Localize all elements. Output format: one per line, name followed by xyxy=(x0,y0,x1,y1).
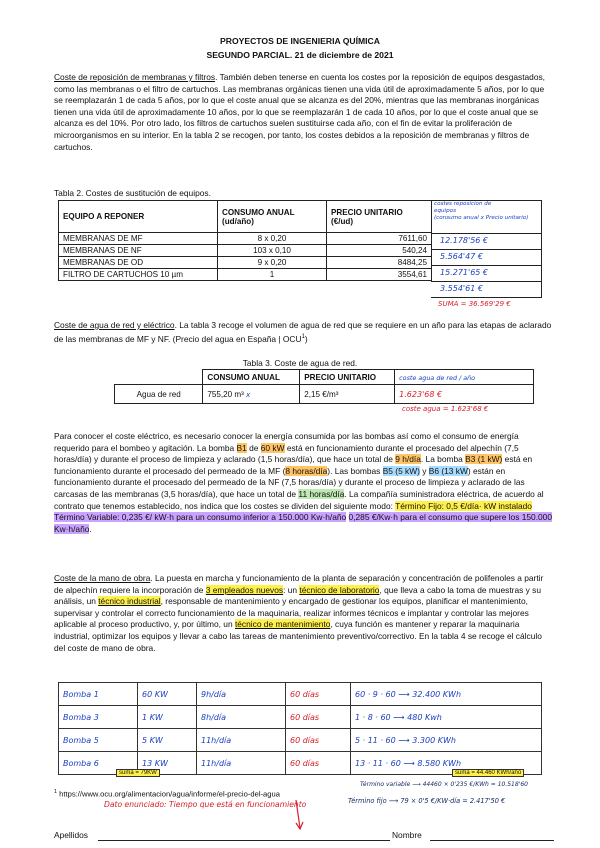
t4-calc: 13 · 11 · 60 ⟶ 8.580 KWh xyxy=(351,752,542,775)
doc-title: PROYECTOS DE INGENIERIA QUÍMICA xyxy=(220,36,380,46)
table2-equipo: MEMBRANAS DE OD xyxy=(59,257,218,269)
table3 xyxy=(114,369,534,404)
table3-hand-value: 1.623'68 € xyxy=(399,389,443,399)
pump-b1-power: 60 kW xyxy=(260,442,285,453)
apellidos-line[interactable] xyxy=(98,840,390,841)
table2-hand-value: 15.271'65 € xyxy=(440,268,489,277)
table2-hand-value: 5.564'47 € xyxy=(440,252,483,261)
table2-equipo: MEMBRANAS DE MF xyxy=(59,233,218,245)
pump-b5: B5 (5 kW) xyxy=(382,465,420,476)
table3-row-label: Agua de red xyxy=(115,385,203,404)
t4-bomba: Bomba 5 xyxy=(59,729,138,752)
table2-consumo: 103 x 0,10 xyxy=(218,245,327,257)
t4-days: 60 días xyxy=(286,729,351,752)
table2-consumo: 9 x 0,20 xyxy=(218,257,327,269)
table2-consumo: 8 x 0,20 xyxy=(218,233,327,245)
pump-b3: B3 (1 kW) xyxy=(465,454,503,465)
table2 xyxy=(58,200,432,281)
nombre-line[interactable] xyxy=(430,840,554,841)
apellidos-label: Apellidos xyxy=(54,830,88,840)
table2-hand-value: 3.554'61 € xyxy=(440,284,483,293)
table-row xyxy=(59,233,432,245)
table-row xyxy=(115,385,534,404)
table2-precio: 3554,61 xyxy=(327,269,432,281)
variable-term: Término Variable: 0,235 €/ kW·h para un consumo inferior a 150.000 Kw·h/año xyxy=(54,512,347,523)
pump-b1: B1 xyxy=(236,442,247,453)
section-membranes-heading: Coste de reposición de membranas y filtros xyxy=(54,72,216,82)
t4-kw: 1 KW xyxy=(138,706,197,729)
t4-hours: 8h/día xyxy=(197,706,286,729)
t4-hours: 11h/día xyxy=(197,752,286,775)
table-row xyxy=(59,257,432,269)
fixed-term: Término Fijo: 0,5 €/día· kW instalado xyxy=(395,500,532,511)
table2-precio: 540,24 xyxy=(327,245,432,257)
variable-term-2: 0,285 €/Kw·h para el consumo que supere los 150.000 Kw·h/año xyxy=(54,512,552,534)
t4-kw: 5 KW xyxy=(138,729,197,752)
labor-industrial-tech: técnico industrial xyxy=(98,596,161,607)
footnote-ref: 1 xyxy=(301,333,305,340)
hand-fixed-term: Término fijo ⟶ 79 × 0'5 €/KW·día = 2.417'50 € xyxy=(348,797,506,805)
hand-data-note: Dato enunciado: Tiempo que está en funcionamiento xyxy=(104,800,307,809)
t4-calc: 5 · 11 · 60 ⟶ 3.300 KWh xyxy=(351,729,542,752)
section-water-heading: Coste de agua de red y eléctrico xyxy=(54,320,175,330)
labor-lab-tech: técnico de laboratorio xyxy=(299,584,380,595)
pump-b1-hours: 9 h/día xyxy=(395,454,421,465)
t4-bomba: Bomba 6 xyxy=(59,752,138,775)
hand-arrow-icon xyxy=(290,798,312,832)
table3-caption: Tabla 3. Coste de agua de red. xyxy=(242,358,358,368)
t4-calc: 1 · 8 · 60 ⟶ 480 Kwh xyxy=(351,706,542,729)
table2-equipo: MEMBRANAS DE NF xyxy=(59,245,218,257)
t4-kw: 60 KW xyxy=(138,683,197,706)
pump-b56-hours: 11 horas/día xyxy=(298,488,345,499)
table2-header-precio: PRECIO UNITARIO (€/ud) xyxy=(327,201,432,233)
t4-bomba: Bomba 1 xyxy=(59,683,138,706)
doc-subtitle: SEGUNDO PARCIAL. 21 de diciembre de 2021 xyxy=(206,50,394,60)
section-electric: Para conocer el coste eléctrico, es necesario conocer la energía consumida por las bombas así como el consumo de energía requerido para el bombeo y agitación. La bomba B1 de 60 kW está en funcionamiento durante el procesado del alpechín (7,5 horas/día) y durante el proceso de limpieza y aclarado (1,5 horas/día), que hace un total de 9 h/día. La bomba B3 (1 kW) está en funcionamiento durante el procesado del permeado de la MF (8 horas/día). Las bombas B5 (5 kW) y B6 (13 kW) están en funcionamiento durante el procesado del permeado de la NF (7,5 horas/día) y durante el proceso de limpieza y aclarado de las carcasas de las membranas (3,5 horas/día), que hace un total de 11 horas/día. La compañía suministradora eléctrica, de acuerdo al contrato que tenemos establecido, nos indica que los costes se dividen del siguiente modo: Término Fijo: 0,5 €/día· kW instalado Término Variable: 0,235 €/ kW·h para un consumo inferior a 150.000 Kw·h/año 0,285 €/Kw·h para el consumo que supere los 150.000 Kw·h/año. xyxy=(54,431,552,534)
t4-days: 60 días xyxy=(286,752,351,775)
table2-hand-value: 12.178'56 € xyxy=(440,236,489,245)
table2-equipo: FILTRO DE CARTUCHOS 10 µm xyxy=(59,269,218,281)
section-water-text: . La tabla 3 recoge el volumen de agua de red que se requiere en un año para las etapas de aclarado de las membranas de MF y NF. (Precio del agua en España | OCU xyxy=(54,320,552,344)
pump-b3-hours: 8 horas/día xyxy=(285,465,328,476)
section-labor: Coste de la mano de obra. La puesta en marcha y funcionamiento de la planta de separación y concentración de polifenoles a partir de alpechín requiere la incorporación de 3 empleados nuevos: un técnico de laboratorio, que lleva a cabo la toma de muestras y su análisis, un técnico industrial, responsable de mantenimiento y encargado de gestionar los equipos, planificar el mantenimiento, supervisar y controlar el correcto funcionamiento de la maquinaria, realizar informes técnicos e implantar y controlar las mejores aplicable al proceso productivo, y, por último, un técnico de mantenimiento, cuya función es mantener y reparar la maquinaria industrial, optimizar los equipos y llevar a cabo las tareas de mantenimiento preventivo/correctivo. En la tabla 4 se recoge el cálculo del coste de mano de obra. xyxy=(54,573,544,653)
table-row xyxy=(59,706,542,729)
t4-days: 60 días xyxy=(286,683,351,706)
table3-hand-header: coste agua de red / año xyxy=(399,373,476,382)
labor-employees: 3 empleados nuevos xyxy=(205,584,284,595)
table-row xyxy=(59,683,542,706)
table2-header-equipo: EQUIPO A REPONER xyxy=(59,201,218,233)
t4-bomba: Bomba 3 xyxy=(59,706,138,729)
table2-header-consumo: CONSUMO ANUAL (ud/año) xyxy=(218,201,327,233)
table2-hand-total: SUMA = 36.569'29 € xyxy=(438,300,511,308)
pump-b6: B6 (13 kW xyxy=(428,465,468,476)
table2-caption: Tabla 2. Costes de sustitución de equipos. xyxy=(54,188,211,198)
t4-calc: 60 · 9 · 60 ⟶ 32.400 KWh xyxy=(351,683,542,706)
nombre-label: Nombre xyxy=(392,830,422,840)
t4-sum-kwh: suma = 44.460 KWh/año xyxy=(452,769,524,777)
table2-precio: 7611,60 xyxy=(327,233,432,245)
table-row xyxy=(59,729,542,752)
table3-hand-mult: x xyxy=(246,390,251,399)
t4-hours: 9h/día xyxy=(197,683,286,706)
hand-variable-term: Término variable ⟶ 44460 × 0'235 €/KWh = 10.518'60 xyxy=(360,781,528,788)
table2-hand-header: costes reposicion de equipos (consumo anual x Precio unitario) xyxy=(434,201,529,221)
table3-header-consumo: CONSUMO ANUAL xyxy=(203,370,300,385)
table3-header-precio: PRECIO UNITARIO xyxy=(300,370,395,385)
table4 xyxy=(58,682,542,775)
section-water-text-end: ) xyxy=(304,333,308,344)
t4-kw: 13 KW xyxy=(138,752,197,775)
table3-consumo: 755,20 m³ x xyxy=(203,385,300,404)
section-membranes-text: . También deben tenerse en cuenta los costes por la reposición de equipos desgastados, como las membranas o el filtro de cartuchos. Las membranas orgánicas tienen una vida útil de aproximadamente 5 años, por lo que se reemplazarán 1 de cada 5 años, por lo que el coste anual que se alcanza es del 20%, mientras que las membranas inorgánicas tienen una vida útil de aproximadamente 10 años, por lo que se reemplazarán 1 de cada 10 años, por lo que el coste anual que se alcanza es del 10%. Por otro lado, los filtros de cartuchos suelen sustituirse cada año, con el fin de evitar la proliferación de microorganismos en su interior. En la tabla 2 se recogen, por tanto, los costes debidos a la reposición de membranas y filtros de cartuchos. xyxy=(54,72,546,152)
t4-days: 60 días xyxy=(286,706,351,729)
table2-precio: 8484,25 xyxy=(327,257,432,269)
t4-hours: 11h/día xyxy=(197,729,286,752)
section-labor-heading: Coste de la mano de obra xyxy=(54,573,151,583)
table-row xyxy=(59,269,432,281)
section-water xyxy=(54,320,554,345)
table-row xyxy=(59,245,432,257)
footnote: $^1$ https://www.ocu.org/alimentacion/agua/informe/el-precio-del-agua xyxy=(54,789,280,799)
t4-sum-kw: suma = 79KW xyxy=(116,769,160,777)
labor-maintenance-tech: técnico de mantenimiento xyxy=(234,619,331,630)
table3-precio: 2,15 €/m³ xyxy=(300,385,395,404)
table2-consumo: 1 xyxy=(218,269,327,281)
table3-hand-note: coste agua = 1.623'68 € xyxy=(402,405,489,413)
section-membranes xyxy=(54,72,554,153)
